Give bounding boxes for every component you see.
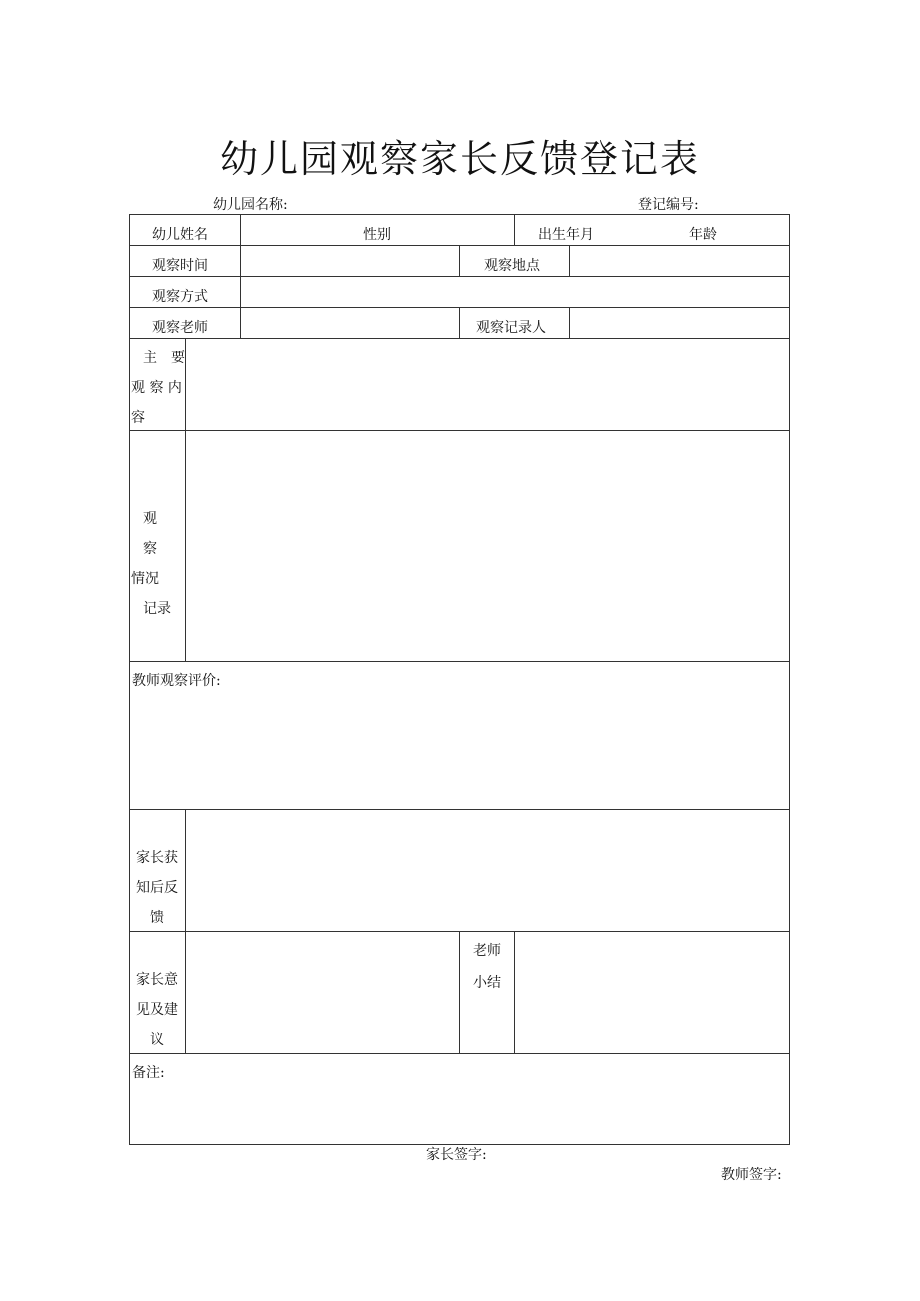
observation-teacher-label: 观察老师 — [152, 320, 208, 336]
table-line — [240, 214, 241, 338]
remarks-label: 备注: — [132, 1065, 165, 1081]
table-line — [129, 276, 790, 277]
table-line — [129, 338, 790, 339]
table-line — [129, 1144, 790, 1145]
table-line — [459, 245, 460, 276]
table-line — [129, 214, 790, 215]
child-name-label: 幼儿姓名 — [152, 227, 208, 243]
table-line — [129, 430, 790, 431]
observation-method-label: 观察方式 — [152, 289, 208, 305]
parent-feedback-label: 家长获 知后反 馈 — [136, 850, 178, 926]
table-line — [459, 931, 460, 1053]
gender-label: 性别 — [363, 227, 391, 243]
table-line — [129, 661, 790, 662]
table-line — [514, 214, 515, 245]
birth-date-label: 出生年月 — [538, 227, 594, 243]
observation-record-label: 观 察 情况 记录 — [131, 511, 176, 617]
main-content-label: 主 要 观 察 内 容 — [131, 350, 185, 426]
observation-time-label: 观察时间 — [152, 258, 208, 274]
table-line — [129, 809, 790, 810]
table-line — [129, 1053, 790, 1054]
teacher-summary-label: 老师 小结 — [473, 943, 501, 991]
table-line — [185, 338, 186, 661]
page-title: 幼儿园观察家长反馈登记表 — [219, 137, 700, 181]
parent-advice-label: 家长意 见及建 议 — [136, 972, 178, 1048]
table-line — [569, 307, 570, 338]
table-line — [459, 307, 460, 338]
observation-place-label: 观察地点 — [484, 258, 540, 274]
table-line — [569, 245, 570, 276]
table-border-left — [129, 214, 130, 1144]
table-border-right — [789, 214, 790, 1144]
registration-number-label: 登记编号: — [638, 197, 699, 213]
parent-signature-label: 家长签字: — [426, 1147, 487, 1163]
teacher-signature-label: 教师签字: — [721, 1167, 782, 1183]
observation-recorder-label: 观察记录人 — [476, 320, 546, 336]
kindergarten-name-label: 幼儿园名称: — [213, 197, 288, 213]
age-label: 年龄 — [689, 227, 717, 243]
teacher-evaluation-label: 教师观察评价: — [132, 673, 221, 689]
